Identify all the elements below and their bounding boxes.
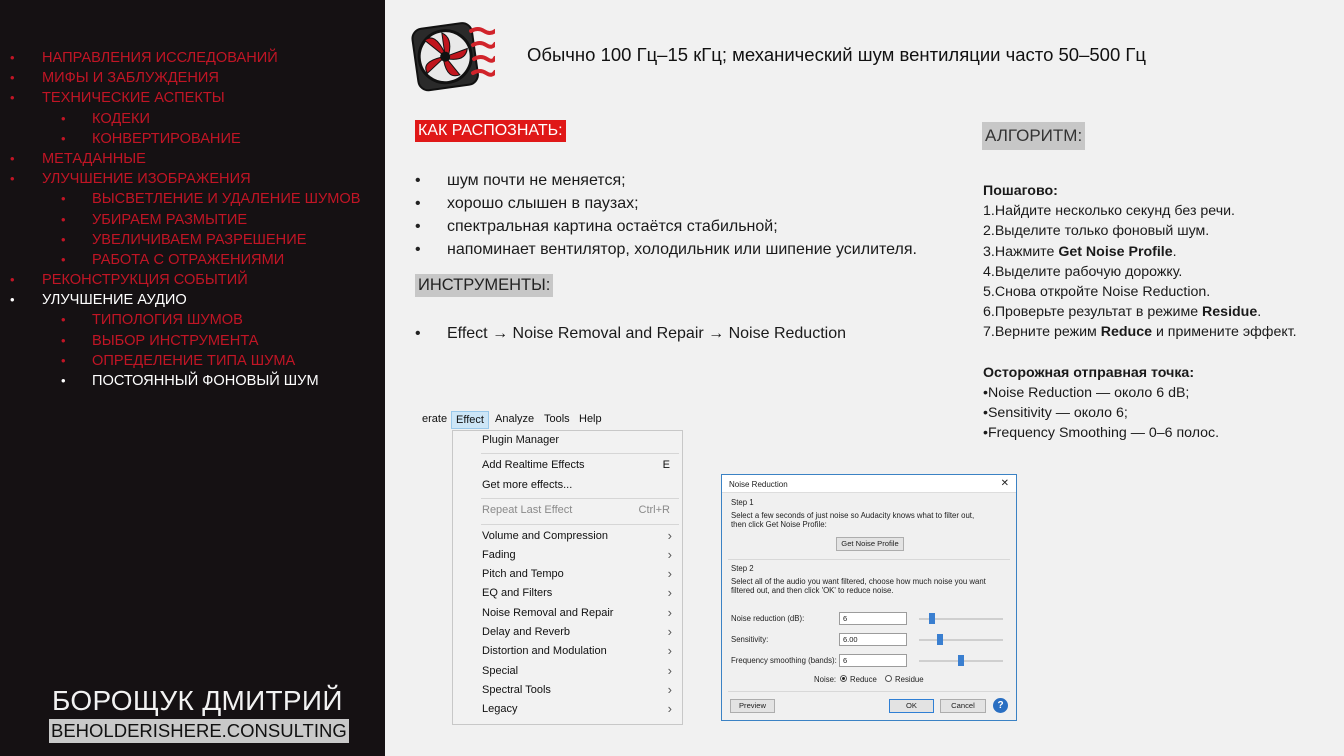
nav-bullet: • (10, 292, 15, 308)
menu-item[interactable] (453, 604, 682, 622)
dialog-title: Noise Reduction (729, 480, 788, 489)
menu-item[interactable] (453, 681, 682, 699)
nav-item-label: ВЫБОР ИНСТРУМЕНТА (92, 332, 259, 349)
effect-dropdown-menu (452, 430, 683, 725)
start-point-item: •Frequency Smoothing — 0–6 полос. (983, 425, 1220, 442)
menu-item-label: Fading (482, 549, 516, 561)
nav-bullet: • (61, 231, 66, 247)
menu-item[interactable] (453, 584, 682, 602)
menu-tools[interactable]: Tools (544, 413, 570, 425)
field-input[interactable]: 6.00 (839, 633, 907, 646)
app-menubar (420, 410, 685, 430)
menu-item[interactable] (453, 700, 682, 718)
algorithm-step (983, 221, 1297, 241)
menu-item-label: Repeat Last Effect (482, 504, 573, 516)
menu-item-label: Add Realtime Effects (482, 459, 585, 471)
menu-separator (481, 453, 679, 454)
menu-item[interactable] (453, 431, 682, 449)
topic-navigation (0, 48, 385, 391)
nav-bullet: • (10, 70, 15, 86)
nav-bullet: • (10, 272, 15, 288)
start-point-list (983, 383, 1297, 444)
step-text: 4.Выделите рабочую дорожку. (983, 263, 1183, 280)
step-text: 2.Выделите только фоновый шум. (983, 223, 1210, 240)
start-point-item: •Sensitivity — около 6; (983, 405, 1128, 422)
get-noise-profile-button[interactable]: Get Noise Profile (836, 537, 904, 551)
nav-bullet: • (10, 50, 15, 65)
nav-item[interactable] (0, 290, 385, 310)
cancel-button[interactable]: Cancel (940, 699, 986, 713)
menu-item-label: Get more effects... (482, 479, 573, 491)
step1-label: Step 1 (731, 498, 754, 507)
slide-title: Обычно 100 Гц–15 кГц; механический шум вентиляции часто 50–500 Гц (527, 44, 1146, 65)
steps-title: Пошагово: (983, 183, 1058, 199)
howto-heading: КАК РАСПОЗНАТЬ: (415, 120, 566, 142)
nav-bullet: • (10, 90, 15, 106)
algorithm-heading: АЛГОРИТМ: (982, 122, 1085, 150)
menu-effect[interactable]: Effect (451, 411, 489, 429)
nav-item[interactable] (0, 331, 385, 351)
algorithm-step (983, 242, 1297, 262)
step2-text: Select all of the audio you want filtered, choose how much noise you want (731, 577, 986, 586)
chevron-right-icon: › (667, 624, 672, 639)
nav-item-label: ОПРЕДЕЛЕНИЕ ТИПА ШУМА (92, 352, 296, 369)
field-input[interactable]: 6 (839, 612, 907, 625)
menu-item-label: Noise Removal and Repair (482, 607, 614, 619)
ok-button[interactable]: OK (889, 699, 934, 713)
menu-item[interactable] (453, 662, 682, 680)
howto-item: • шум почти не меняется; (415, 169, 917, 192)
chevron-right-icon: › (667, 643, 672, 658)
nav-item-label: МИФЫ И ЗАБЛУЖДЕНИЯ (42, 70, 219, 87)
nav-item-label: КОНВЕРТИРОВАНИЕ (92, 130, 241, 147)
step-text: 7.Верните режим (983, 324, 1101, 341)
step-text: 5.Снова откройте Noise Reduction. (983, 283, 1211, 300)
algorithm-step (983, 262, 1297, 282)
noise-label: Noise: (814, 675, 837, 684)
algorithm-block (983, 181, 1297, 443)
menu-analyze[interactable]: Analyze (495, 413, 535, 425)
author-name: БОРОЩУК ДМИТРИЙ (52, 685, 343, 716)
step-text: 3.Нажмите (983, 243, 1059, 260)
step1-text-2: then click Get Noise Profile: (731, 520, 827, 529)
howto-item: • спектральная картина остаётся стабильной; (415, 215, 917, 238)
nav-bullet: • (61, 211, 66, 227)
step-text-end: . (1172, 243, 1177, 260)
step-text: 6.Проверьте результат в режиме (983, 304, 1203, 321)
nav-item-label: ПОСТОЯННЫЙ ФОНОВЫЙ ШУМ (92, 373, 319, 389)
nav-item[interactable] (0, 129, 385, 149)
algorithm-step (983, 282, 1297, 302)
chevron-right-icon: › (667, 663, 672, 678)
nav-item[interactable] (0, 169, 385, 189)
chevron-right-icon: › (667, 605, 672, 620)
close-icon[interactable]: ✕ (1000, 478, 1009, 489)
nav-item-label: РАБОТА С ОТРАЖЕНИЯМИ (92, 251, 285, 268)
nav-item-label: НАПРАВЛЕНИЯ ИССЛЕДОВАНИЙ (42, 50, 278, 66)
author-website[interactable]: BEHOLDERISHERE.CONSULTING (51, 720, 347, 741)
menu-item[interactable] (453, 546, 682, 564)
algorithm-step (983, 302, 1297, 322)
step1-text: Select a few seconds of just noise so Audacity knows what to filter out, (731, 511, 975, 520)
nav-item[interactable] (0, 149, 385, 169)
menu-item[interactable] (453, 476, 682, 494)
nav-item-label: МЕТАДАННЫЕ (42, 150, 146, 167)
field-label: Noise reduction (dB): (731, 614, 805, 623)
nav-item[interactable] (0, 310, 385, 330)
nav-bullet: • (10, 171, 15, 187)
menu-item[interactable] (453, 565, 682, 583)
nav-item[interactable] (0, 250, 385, 270)
nav-bullet: • (10, 150, 15, 166)
menu-item-label: Special (482, 665, 519, 677)
nav-item-label: УЛУЧШЕНИЕ ИЗОБРАЖЕНИЯ (42, 171, 251, 188)
menu-item (453, 501, 682, 519)
nav-item-label: ТИПОЛОГИЯ ШУМОВ (92, 312, 243, 329)
howto-item: • хорошо слышен в паузах; (415, 192, 917, 215)
tools-heading: ИНСТРУМЕНТЫ: (415, 274, 553, 297)
menu-separator (481, 524, 679, 525)
nav-item-label: КОДЕКИ (92, 110, 150, 127)
menu-item-label: Plugin Manager (482, 434, 560, 446)
nav-item[interactable] (0, 270, 385, 290)
nav-bullet: • (61, 251, 66, 267)
fan-icon (405, 13, 495, 97)
preview-button[interactable]: Preview (730, 699, 775, 713)
nav-item[interactable] (0, 109, 385, 129)
step2-text-2: filtered out, and then click 'OK' to reduce noise. (731, 586, 894, 595)
step-text-end: и примените эффект. (1152, 324, 1297, 341)
reduce-radio[interactable] (840, 675, 847, 682)
nav-item[interactable] (0, 371, 385, 391)
slider-track[interactable] (919, 639, 1003, 641)
step-text: 1.Найдите несколько секунд без речи. (983, 203, 1235, 220)
menu-item[interactable] (453, 642, 682, 660)
chevron-right-icon: › (667, 682, 672, 697)
chevron-right-icon: › (667, 566, 672, 581)
chevron-right-icon: › (667, 528, 672, 543)
slider-thumb[interactable] (937, 634, 943, 645)
step2-label: Step 2 (731, 564, 754, 573)
nav-item-label: ТЕХНИЧЕСКИЕ АСПЕКТЫ (42, 90, 225, 107)
howto-item: • напоминает вентилятор, холодильник или шипение усилителя. (415, 238, 917, 261)
nav-item-label: УБИРАЕМ РАЗМЫТИЕ (92, 211, 248, 228)
slider-thumb[interactable] (929, 613, 935, 624)
howto-list (415, 169, 917, 261)
nav-item[interactable] (0, 189, 385, 209)
dialog-titlebar (722, 475, 1016, 493)
help-icon[interactable]: ? (993, 698, 1008, 713)
nav-bullet: • (61, 373, 66, 388)
menu-item[interactable] (453, 527, 682, 545)
chevron-right-icon: › (667, 701, 672, 716)
start-point-title: Осторожная отправная точка: (983, 364, 1195, 381)
menu-item[interactable] (453, 456, 682, 474)
menu-item-shortcut: E (662, 459, 670, 471)
slider-thumb[interactable] (958, 655, 964, 666)
sidebar (0, 0, 385, 756)
nav-bullet: • (61, 110, 66, 126)
tools-item: • Effect → Noise Removal and Repair → Noise Reduction (415, 322, 846, 345)
chevron-right-icon: › (667, 547, 672, 562)
menu-item-label: Legacy (482, 703, 518, 715)
steps-list (983, 201, 1297, 342)
chevron-right-icon: › (667, 585, 672, 600)
algorithm-step (983, 322, 1297, 342)
start-point-item: •Noise Reduction — около 6 dB; (983, 384, 1190, 401)
menu-item-label: Spectral Tools (482, 684, 551, 696)
menu-item-label: Pitch and Tempo (482, 568, 564, 580)
menu-item-label: Delay and Reverb (482, 626, 571, 638)
step-keyword: Get Noise Profile (1058, 243, 1173, 260)
nav-item-label: РЕКОНСТРУКЦИЯ СОБЫТИЙ (42, 272, 248, 289)
reduce-radio-label: Reduce (850, 675, 877, 684)
residue-radio[interactable] (885, 675, 892, 682)
tools-list (415, 322, 846, 345)
nav-item[interactable] (0, 351, 385, 371)
menu-item-label: Volume and Compression (482, 530, 608, 542)
algorithm-step (983, 201, 1297, 221)
menu-help[interactable]: Help (579, 413, 602, 425)
menu-item-shortcut: Ctrl+R (638, 504, 670, 516)
residue-radio-label: Residue (895, 675, 924, 684)
nav-item-label: УВЕЛИЧИВАЕМ РАЗРЕШЕНИЕ (92, 231, 307, 248)
nav-bullet: • (61, 352, 66, 368)
field-label: Frequency smoothing (bands): (731, 656, 837, 665)
nav-bullet: • (61, 130, 66, 146)
menu-item-label: EQ and Filters (482, 587, 553, 599)
menu-separator (481, 498, 679, 499)
step-keyword: Residue (1202, 304, 1258, 321)
nav-item[interactable] (0, 88, 385, 108)
field-label: Sensitivity: (731, 635, 769, 644)
step-text-end: . (1257, 304, 1262, 321)
nav-item[interactable] (0, 210, 385, 230)
nav-bullet: • (61, 191, 66, 207)
menu-item[interactable] (453, 623, 682, 641)
noise-reduction-dialog (721, 474, 1017, 721)
nav-bullet: • (61, 332, 66, 348)
nav-item-label: УЛУЧШЕНИЕ АУДИО (42, 292, 187, 309)
nav-item-label: ВЫСВЕТЛЕНИЕ И УДАЛЕНИЕ ШУМОВ (92, 191, 361, 208)
menu-item-label: Distortion and Modulation (482, 645, 607, 657)
nav-item[interactable] (0, 230, 385, 250)
step-keyword: Reduce (1100, 324, 1152, 341)
menu-generate[interactable]: erate (422, 413, 448, 425)
nav-item[interactable] (0, 68, 385, 88)
field-input[interactable]: 6 (839, 654, 907, 667)
nav-item[interactable] (0, 48, 385, 68)
nav-bullet: • (61, 312, 66, 328)
